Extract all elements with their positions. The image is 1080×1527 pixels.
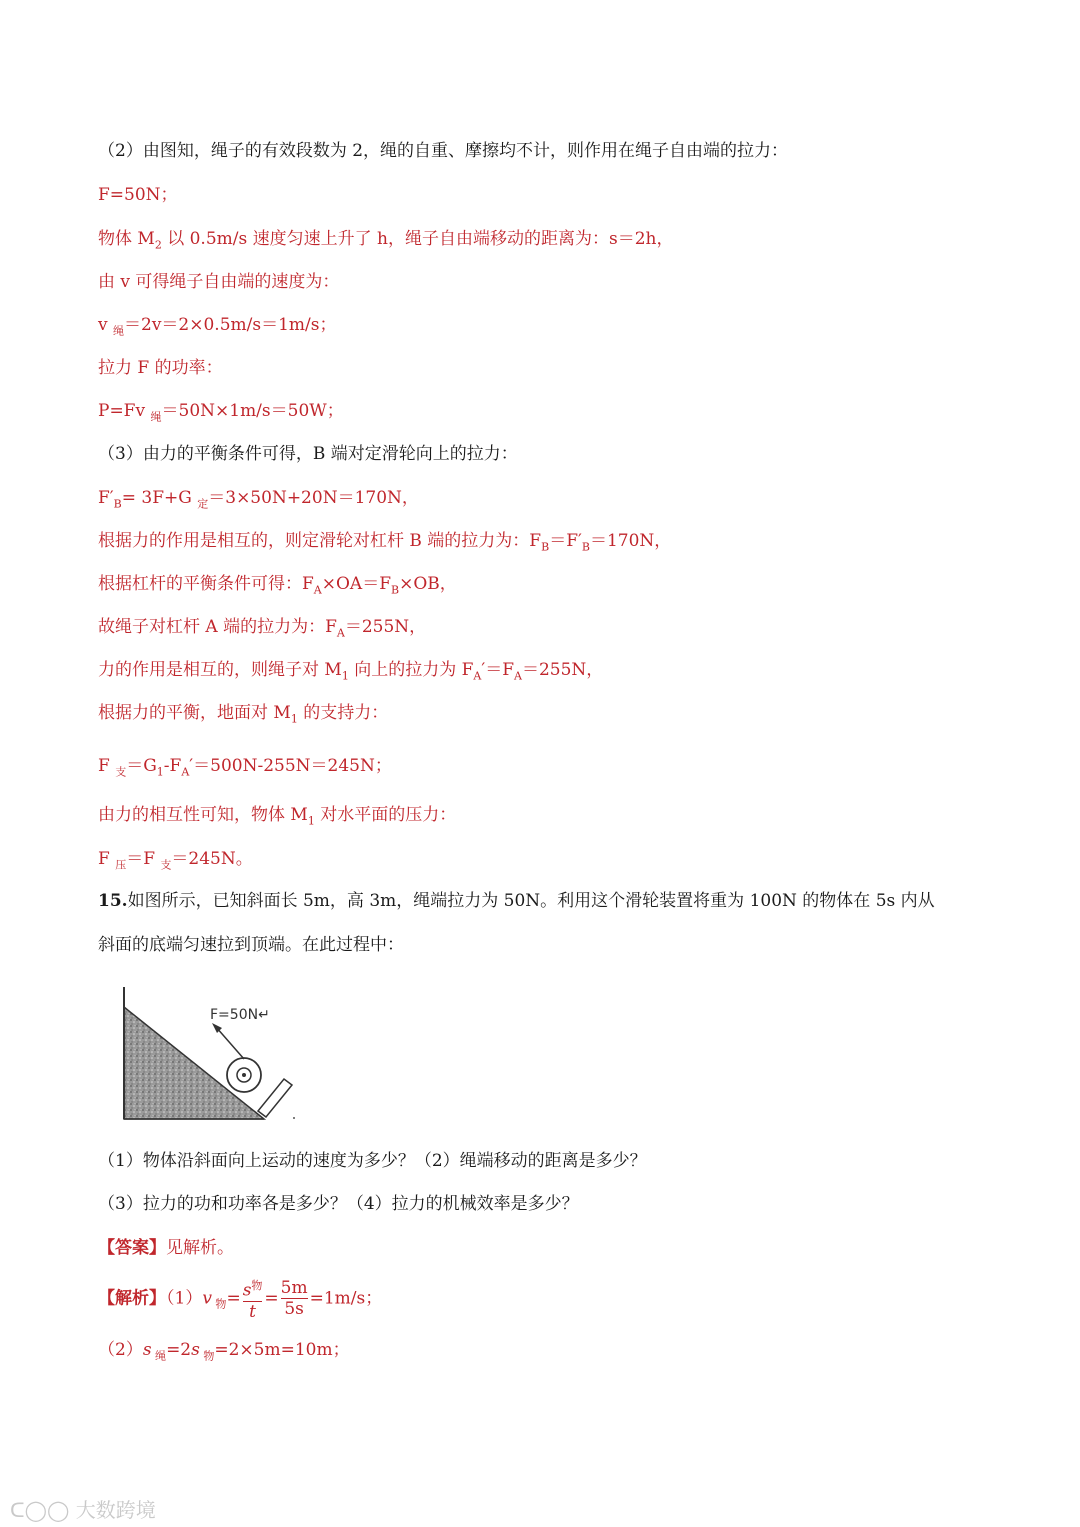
part3-line9: 由力的相互性可知，物体 $M_1$ 对水平面的压力： — [98, 805, 457, 828]
part3-line3: 根据力的作用是相互的，则定滑轮对杠杆 B 端的拉力为：$F_B=F'_B=170N$， — [98, 531, 672, 554]
analysis-line1: 【解析】（1）v $_物$= $\frac{s^物}{t}$ = $\frac{5m}{5s}$ =1m/s； — [98, 1276, 382, 1325]
q15-line1: 15.如图所示，已知斜面长 5m，高 3m，绳端拉力为 50N。利用这个滑轮装置将重为 100N 的物体在 5s 内从 — [98, 891, 935, 911]
force-arrow-line — [216, 1027, 244, 1059]
watermark-icon: ᑕ◯◯ — [10, 1498, 76, 1522]
fraction-5m-over-5s: $\frac{5m}{5s}$ — [280, 1278, 308, 1320]
q15-sub1: （1）物体沿斜面向上运动的速度为多少？（2）绳端移动的距离是多少？ — [98, 1151, 647, 1171]
q15-line2: 斜面的底端匀速拉到顶端。在此过程中： — [98, 935, 404, 955]
part3-line1: （3）由力的平衡条件可得，B 端对定滑轮向上的拉力： — [98, 444, 518, 464]
part2-line1: （2）由图知，绳子的有效段数为 2，绳的自重、摩擦均不计，则作用在绳子自由端的拉力： — [98, 141, 789, 161]
watermark-logo: ᑕ◯◯ 大数跨境 — [10, 1498, 156, 1522]
part3-line5: 故绳子对杠杆 A 端的拉力为：$F_A=255N$， — [98, 617, 427, 640]
incline-diagram — [118, 983, 308, 1125]
analysis-line2: （2）s $_绳$=2s $_物$=2×5m=10m； — [98, 1340, 350, 1363]
answer-line: 【答案】见解析。 — [98, 1238, 234, 1258]
block — [258, 1079, 292, 1117]
analysis-tag: 【解析】 — [98, 1288, 166, 1309]
part3-line6: 力的作用是相互的，则绳子对 $M_1$ 向上的拉力为 $F_A'=F_A=255N$， — [98, 660, 604, 683]
incline-pulley-figure — [118, 983, 308, 1129]
part2-line4: 由 v 可得绳子自由端的速度为： — [98, 272, 340, 292]
question-number: 15. — [98, 891, 128, 911]
answer-tag: 【答案】 — [98, 1238, 166, 1258]
q15-sub2: （3）拉力的功和功率各是多少？（4）拉力的机械效率是多少？ — [98, 1194, 579, 1214]
part2-line7: P=Fv $_绳$＝50N×1m/s＝50W； — [98, 401, 344, 424]
part3-line2: $F'_B= 3F+G$ $_定$＝3×50N+20N＝170N， — [98, 488, 419, 511]
part3-line4: 根据杠杆的平衡条件可得：$F_A\times OA=F_B\times OB$， — [98, 574, 457, 597]
pulley-axle — [242, 1073, 246, 1077]
part2-line6: 拉力 F 的功率： — [98, 358, 223, 378]
part2-line2: F=50N； — [98, 185, 178, 205]
force-label: F=50N↵ — [210, 1007, 270, 1023]
part3-line10: F $_压$＝F $_支$＝245N。 — [98, 849, 253, 872]
figure-dot — [293, 1117, 295, 1119]
part3-line8: F $_支=G_1-F_A'=500N-255N=245N$； — [98, 756, 392, 779]
part2-line3: 物体 $M_2$ 以 0.5m/s 速度匀速上升了 h，绳子自由端移动的距离为：s＝2h， — [98, 229, 674, 252]
part3-line7: 根据力的平衡，地面对 $M_1$ 的支持力： — [98, 703, 389, 726]
fraction-s-over-t: $\frac{s^物}{t}$ — [243, 1276, 263, 1322]
part2-line5: v $_绳$＝2v＝2×0.5m/s＝1m/s； — [98, 315, 337, 338]
